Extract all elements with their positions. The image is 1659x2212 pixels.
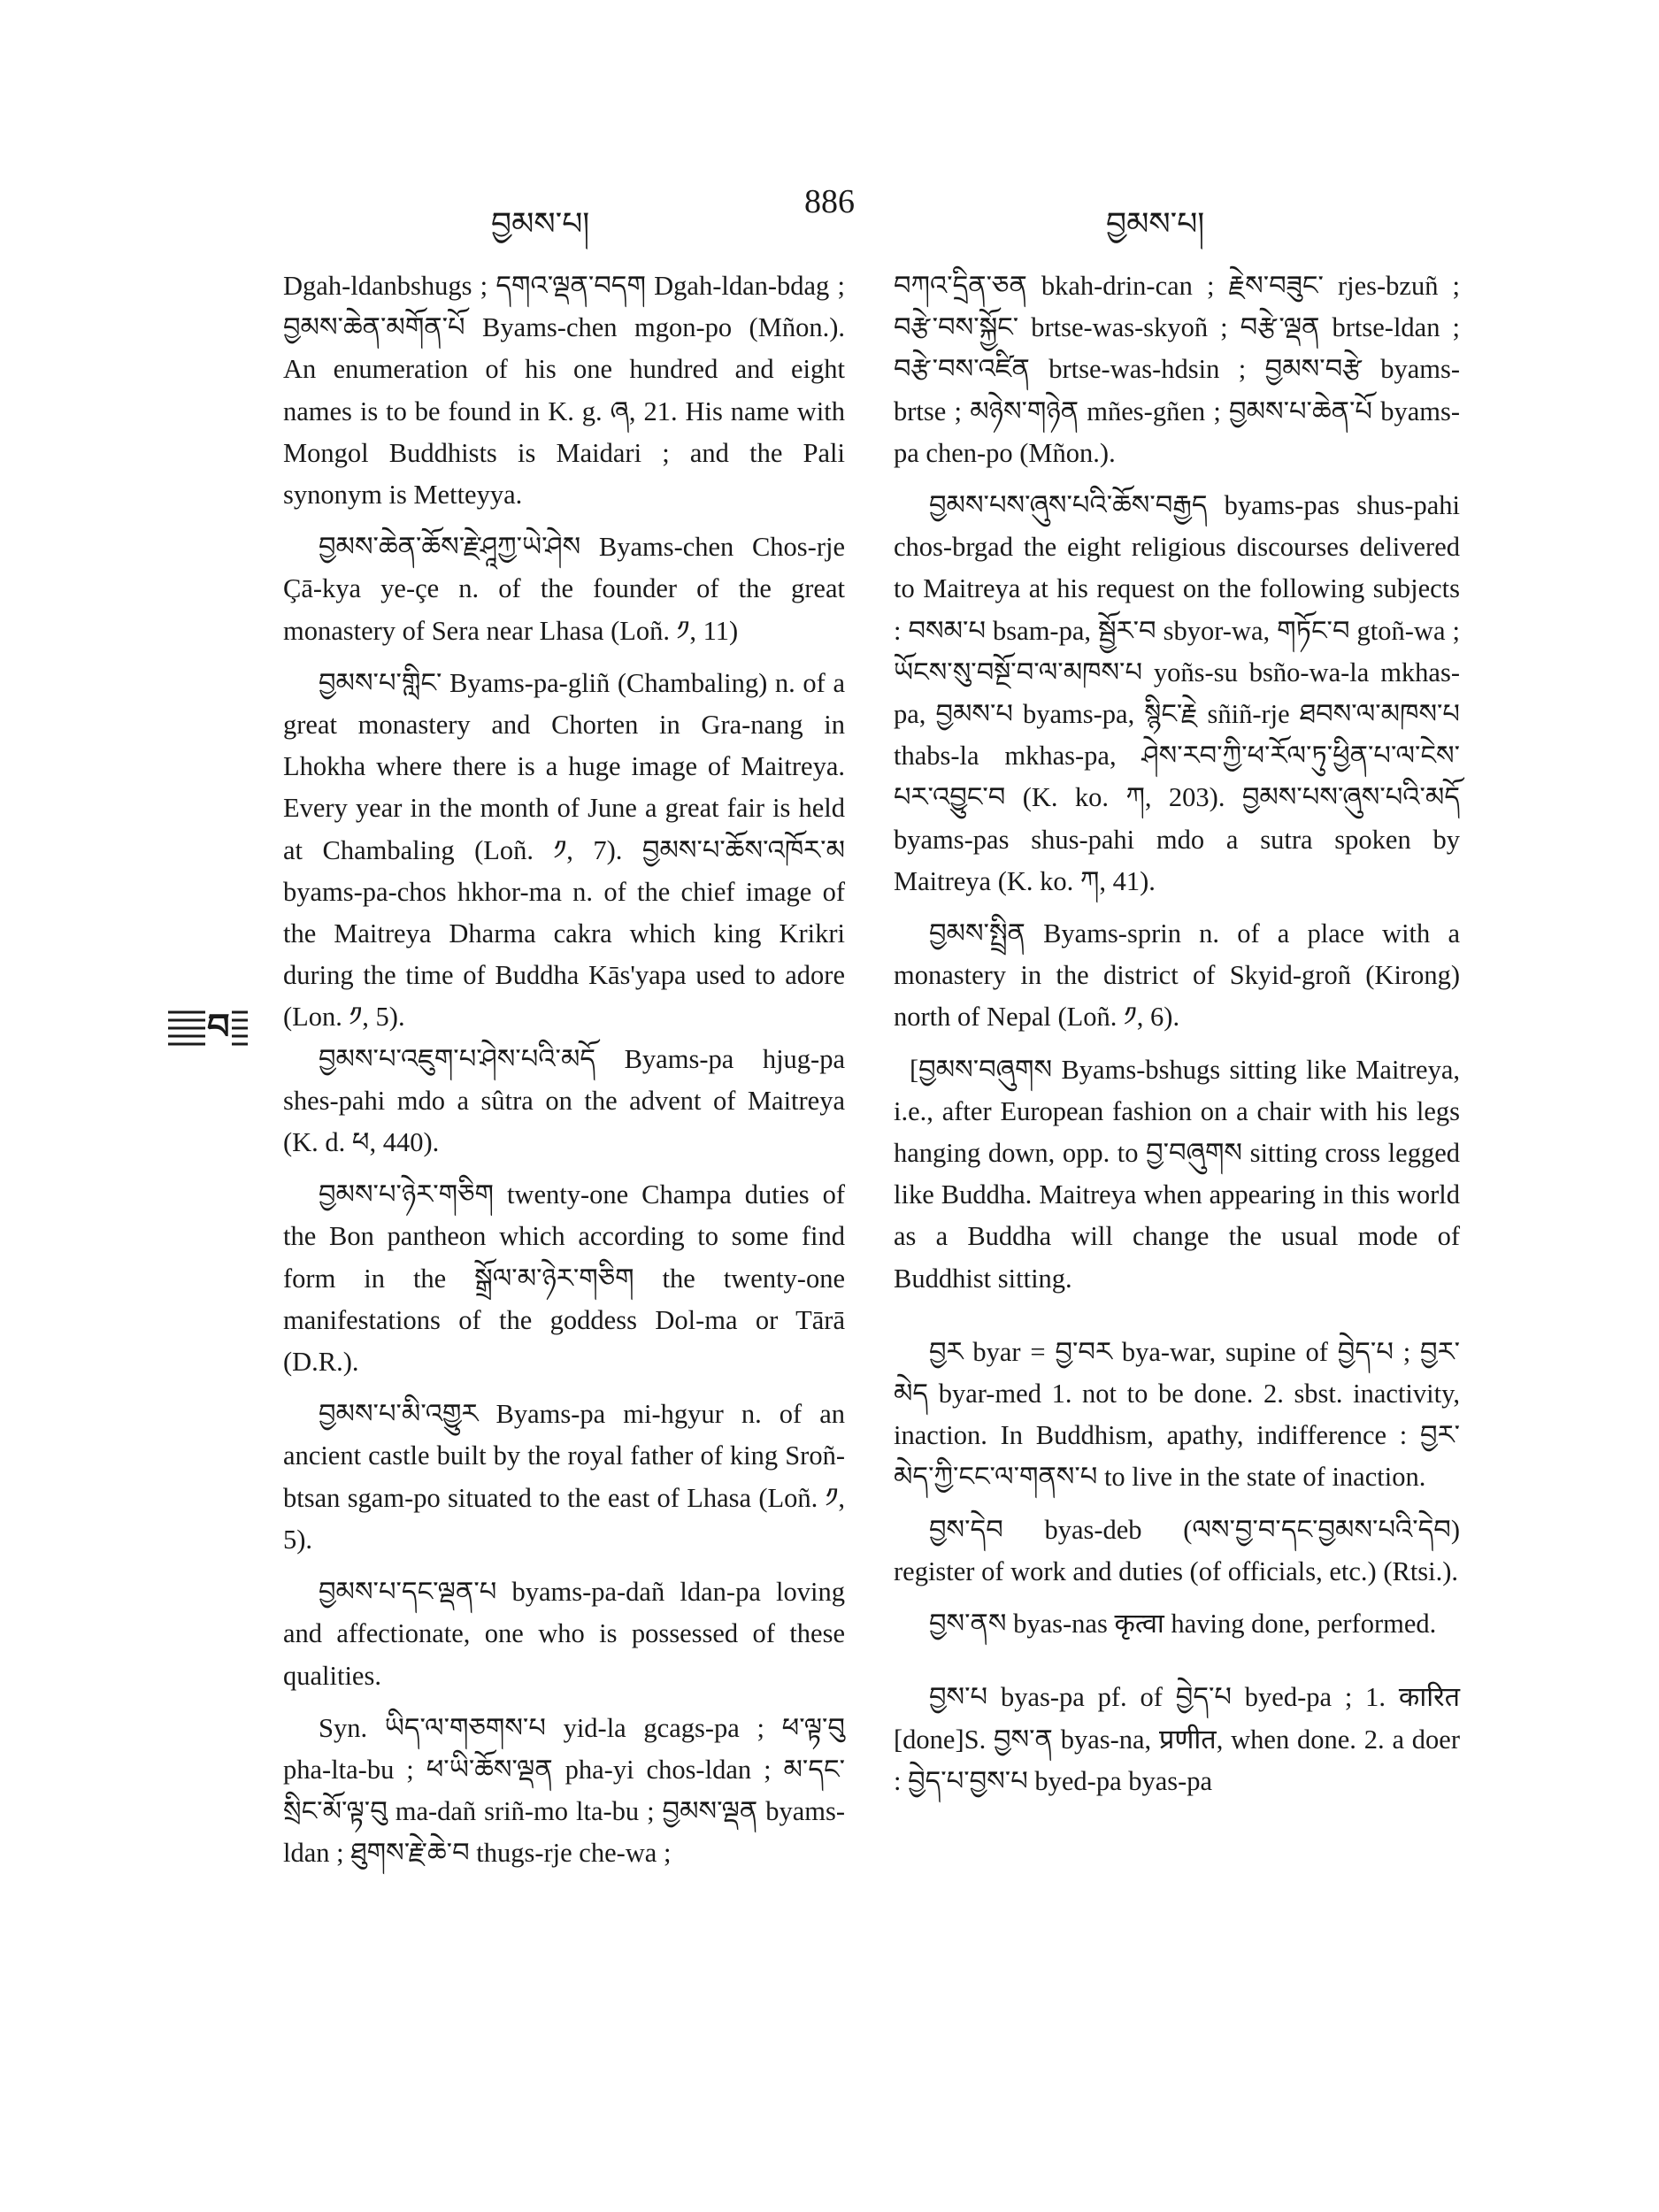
right-column	[894, 265, 1460, 1802]
entry-paragraph: བྱམས་པ་འཇུག་པ་ཤེས་པའི་མདོ Byams-pa hjug-pa shes-pahi mdo a sûtra on the advent of Maitreya (K. d. ཕ, 440).	[283, 1043, 845, 1158]
entry-paragraph: བྱམས་པ་དང་ལྡན་པ byams-pa-dañ ldan-pa loving and affectionate, one who is possessed of these qualities.	[283, 1577, 845, 1691]
thumb-index-letter: བ	[207, 1007, 230, 1048]
headword-entry: བྱར byar = བྱ་བར bya-war, supine of བྱེད་པ ; བྱར་མེད byar-med 1. not to be done. 2. sbst. inactivity, inaction. In Buddhism, apathy, indifference : བྱར་མེད་ཀྱི་ངང་ལ་གནས་པ to live in the state of inaction.	[894, 1336, 1460, 1493]
left-column	[283, 265, 845, 1875]
page-number: 886	[804, 183, 855, 220]
entry-paragraph: [བྱམས་བཞུགས Byams-bshugs sitting like Maitreya, i.e., after European fashion on a chair with his legs hanging down, opp. to བྱ་བཞུགས sitting cross legged like Buddha. Maitreya when appearing in this world as a Buddha will change the usual mode of Buddhist sitting.	[894, 1054, 1460, 1294]
entry-paragraph: བྱམས་པ་ཉེར་གཅིག twenty-one Champa duties of the Bon pantheon which according to some find form in the སྒྲོལ་མ་ཉེར་གཅིག the twenty-one manifestations of the goddess Dol-ma or Tārā (D.R.).	[283, 1179, 845, 1378]
entry-paragraph: བཀའ་དྲིན་ཅན bkah-drin-can ; རྗེས་བཟུང་ rjes-bzuñ ; བརྩེ་བས་སྐྱོང་ brtse-was-skyoñ ; བརྩེ་ལྡན brtse-ldan ; བརྩེ་བས་འཛིན brtse-was-hdsin ; བྱམས་བརྩེ byams-brtse ; མཉེས་གཉེན mñes-gñen ; བྱམས་པ་ཆེན་པོ byams-pa chen-po (Mñon.).	[894, 271, 1460, 468]
entry-paragraph: བྱས་དེབ byas-deb (ལས་བྱ་བ་དང་བྱམས་པའི་དེབ) register of work and duties (of officials, etc.) (Rtsi.).	[894, 1514, 1460, 1586]
running-head-left: བྱམས་པ།	[491, 206, 590, 242]
page-header	[0, 183, 1659, 242]
entry-paragraph: བྱམས་ཆེན་ཆོས་རྗེ་ཤཱཀྱ་ཡེ་ཤེས Byams-chen Chos-rje Çā-kya ye-çe n. of the founder of the great monastery of Sera near Lhasa (Loñ. ༡, 11)	[283, 532, 845, 646]
entry-paragraph: བྱམས་པ་མི་འགྱུར Byams-pa mi-hgyur n. of an ancient castle built by the royal father of king Sroñ-btsan sgam-po situated to the east of Lhasa (Loñ. ༡, 5).	[283, 1399, 845, 1555]
entry-paragraph: བྱས་ནས byas-nas कृत्वा having done, performed.	[929, 1609, 1437, 1640]
entry-paragraph: བྱམས་པས་ཞུས་པའི་ཆོས་བརྒྱད byams-pas shus-pahi chos-brgad the eight religious discourses delivered to Maitreya at his request on the following subjects : བསམ་པ bsam-pa, སྦྱོར་བ sbyor-wa, གཏོང་བ gtoñ-wa ; ཡོངས་སུ་བསྔོ་བ་ལ་མཁས་པ yoñs-su bsño-wa-la mkhas-pa, བྱམས་པ byams-pa, སྙིང་རྗེ sñiñ-rje ཐབས་ལ་མཁས་པ thabs-la mkhas-pa, ཤེས་རབ་ཀྱི་ཕ་རོལ་ཏུ་ཕྱིན་པ་ལ་ངེས་པར་འབྱུང་བ (K. ko. ཀ, 203). བྱམས་པས་ཞུས་པའི་མདོ byams-pas shus-pahi mdo a sutra spoken by Maitreya (K. ko. ཀ, 41).	[894, 490, 1460, 896]
entry-paragraph: བྱམས་སྤྲིན Byams-sprin n. of a place with a monastery in the district of Skyid-groñ (Kirong) north of Nepal (Loñ. ༡, 6).	[894, 918, 1460, 1033]
headword-entry: བྱས་པ byas-pa pf. of བྱེད་པ byed-pa ; 1. कारित [done]S. བྱས་ན byas-na, प्रणीत, when done. 2. a doer : བྱེད་པ་བྱས་པ byed-pa byas-pa	[894, 1682, 1460, 1796]
entry-paragraph: བྱམས་པ་གླིང་ Byams-pa-gliñ (Chambaling) n. of a great monastery and Chorten in Gra-nang in Lhokha where there is a huge image of Maitreya. Every year in the month of June a great fair is held at Chambaling (Loñ. ༡, 7). བྱམས་པ་ཆོས་འཁོར་མ byams-pa-chos hkhor-ma n. of the chief image of the Maitreya Dharma cakra which king Krikri during the time of Buddha Kās'yapa used to adore (Lon. ༡, 5).	[283, 667, 845, 1033]
entry-paragraph: Dgah-ldanbshugs ; དགའ་ལྡན་བདག Dgah-ldan-bdag ; བྱམས་ཆེན་མགོན་པོ Byams-chen mgon-po (Mñon.). An enumeration of his one hundred and eight names is to be found in K. g. ཞ, 21. His name with Mongol Buddhists is Maidari ; and the Pali synonym is Metteyya.	[283, 271, 845, 511]
thumb-index-tab	[168, 1009, 248, 1048]
running-head-right: བྱམས་པ།	[1106, 206, 1205, 242]
entry-paragraph: Syn. ཡིད་ལ་གཅགས་པ yid-la gcags-pa ; ཕ་ལྟ་བུ pha-lta-bu ; ཕ་ཡི་ཆོས་ལྡན pha-yi chos-ldan ; མ་དང་སྲིང་མོ་ལྟ་བུ ma-dañ sriñ-mo lta-bu ; བྱམས་ལྡན byams-ldan ; ཐུགས་རྗེ་ཆེ་བ thugs-rje che-wa ;	[283, 1712, 845, 1869]
